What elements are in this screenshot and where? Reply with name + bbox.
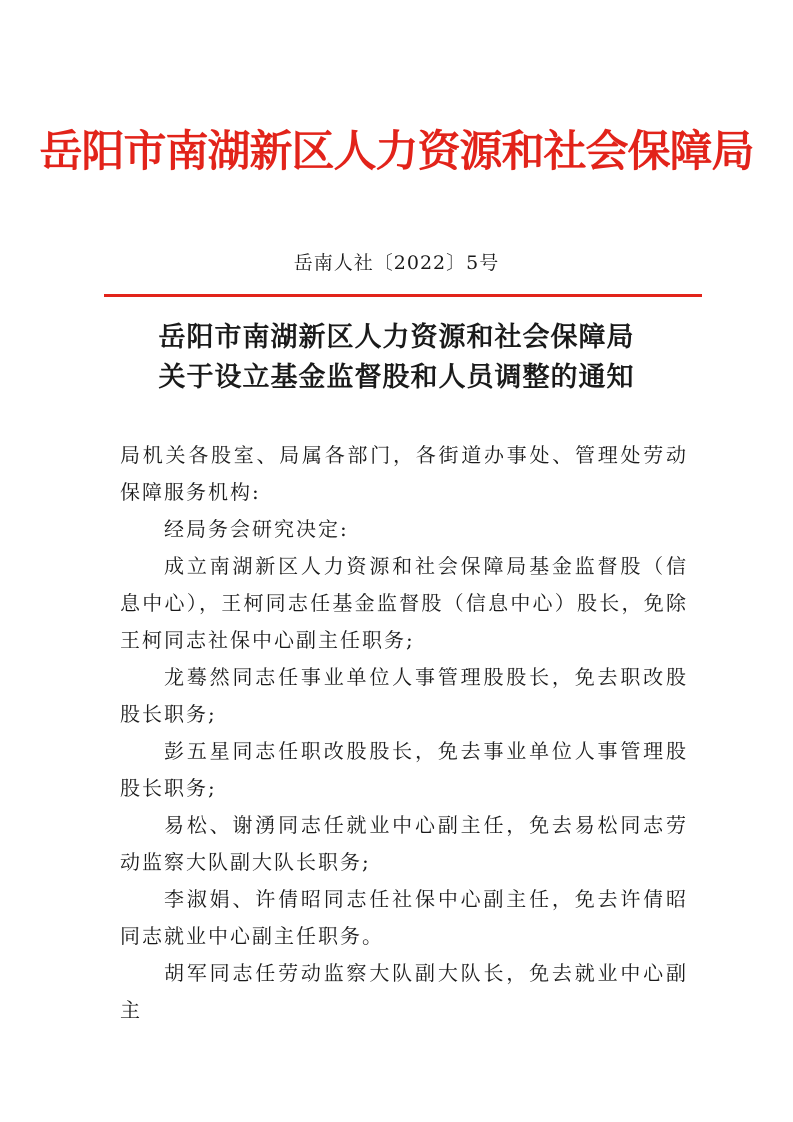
paragraph: 经局务会研究决定: bbox=[164, 517, 349, 541]
addressee: 局机关各股室、局属各部门，各街道办事处、管理处劳动保障服务机构: bbox=[120, 443, 688, 504]
document-body bbox=[120, 437, 688, 1029]
paragraph: 成立南湖新区人力资源和社会保障局基金监督股（信息中心），王柯同志任基金监督股（信息中心）股长，免除王柯同志社保中心副主任职务; bbox=[120, 554, 688, 652]
paragraph: 彭五星同志任职改股股长，免去事业单位人事管理股股长职务; bbox=[120, 739, 688, 800]
issuer-masthead: 岳阳市南湖新区人力资源和社会保障局 bbox=[39, 127, 754, 177]
paragraph: 易松、谢湧同志任就业中心副主任，免去易松同志劳动监察大队副大队长职务; bbox=[120, 813, 688, 874]
title-line-2: 关于设立基金监督股和人员调整的通知 bbox=[158, 362, 635, 393]
red-separator-line bbox=[104, 294, 702, 297]
document-number: 岳南人社〔2022〕5号 bbox=[293, 252, 500, 274]
paragraph: 胡军同志任劳动监察大队副大队长，免去就业中心副主 bbox=[120, 961, 688, 1022]
paragraph: 龙蓦然同志任事业单位人事管理股股长，免去职改股股长职务; bbox=[120, 665, 688, 726]
paragraph: 李淑娟、许倩昭同志任社保中心副主任，免去许倩昭同志就业中心副主任职务。 bbox=[120, 887, 688, 948]
document-title bbox=[0, 318, 793, 398]
title-line-1: 岳阳市南湖新区人力资源和社会保障局 bbox=[158, 322, 635, 353]
